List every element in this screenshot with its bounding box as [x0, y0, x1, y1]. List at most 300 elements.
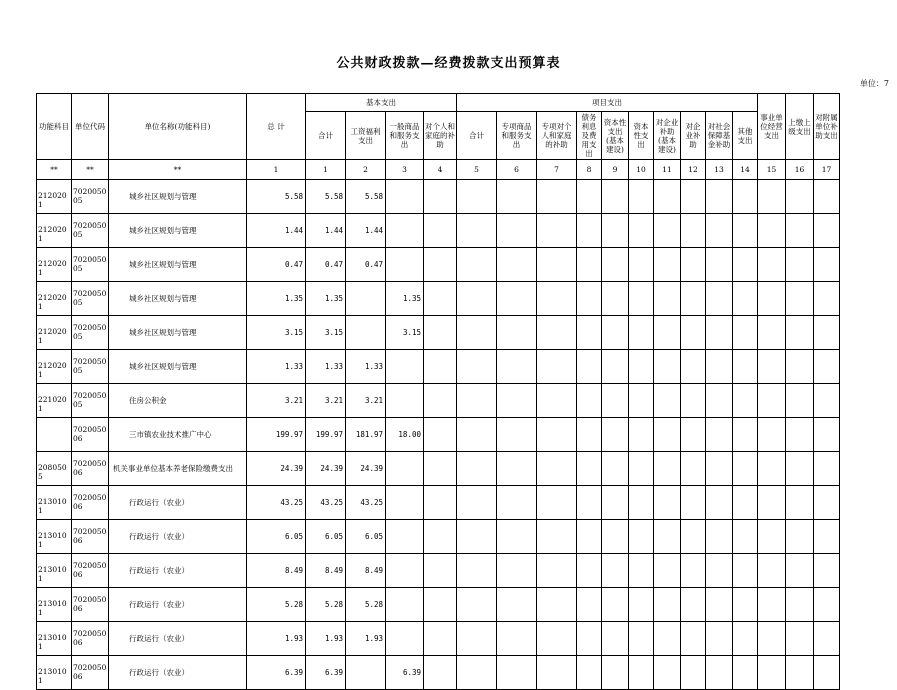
empty-cell — [814, 588, 840, 622]
personal-cell — [424, 350, 457, 384]
empty-cell — [681, 520, 706, 554]
empty-cell — [758, 622, 786, 656]
empty-cell — [733, 656, 758, 690]
empty-cell — [654, 588, 681, 622]
empty-cell — [629, 656, 654, 690]
empty-cell — [497, 350, 537, 384]
header-basic-col: 合计 — [306, 112, 346, 160]
total-cell: 3.21 — [247, 384, 306, 418]
empty-cell — [786, 588, 814, 622]
table-row — [37, 384, 840, 418]
empty-cell — [537, 248, 577, 282]
empty-cell — [629, 588, 654, 622]
table-row — [37, 282, 840, 316]
empty-cell — [814, 350, 840, 384]
header-basic-col: 一般商品和服务支出 — [386, 112, 424, 160]
empty-cell — [537, 180, 577, 214]
unit-code-cell: 702005005 — [72, 316, 109, 350]
empty-cell — [602, 316, 629, 350]
empty-cell — [814, 316, 840, 350]
func-code-cell: 2210201 — [37, 384, 72, 418]
basic-total-cell: 0.47 — [306, 248, 346, 282]
personal-cell — [424, 554, 457, 588]
empty-cell — [577, 316, 602, 350]
unit-name-cell: 城乡社区规划与管理 — [109, 214, 247, 248]
empty-cell — [537, 452, 577, 486]
unit-name-cell: 行政运行（农业） — [109, 554, 247, 588]
table-row — [37, 452, 840, 486]
empty-cell — [814, 214, 840, 248]
total-cell: 1.44 — [247, 214, 306, 248]
empty-cell — [497, 316, 537, 350]
empty-cell — [457, 418, 497, 452]
unit-code-cell: 702005006 — [72, 622, 109, 656]
table-row — [37, 622, 840, 656]
empty-cell — [814, 384, 840, 418]
empty-cell — [654, 418, 681, 452]
total-cell: 6.39 — [247, 656, 306, 690]
unit-name-cell: 城乡社区规划与管理 — [109, 248, 247, 282]
total-cell: 6.05 — [247, 520, 306, 554]
basic-total-cell: 1.35 — [306, 282, 346, 316]
index-cell: ** — [37, 160, 72, 180]
empty-cell — [577, 588, 602, 622]
unit-code-cell: 702005005 — [72, 248, 109, 282]
empty-cell — [733, 588, 758, 622]
header-project-col: 资本性支出 — [629, 112, 654, 160]
unit-code-cell: 702005006 — [72, 656, 109, 690]
basic-total-cell: 1.44 — [306, 214, 346, 248]
unit-code-cell: 702005005 — [72, 350, 109, 384]
empty-cell — [786, 316, 814, 350]
empty-cell — [733, 452, 758, 486]
func-code-cell: 2130101 — [37, 656, 72, 690]
table-row — [37, 520, 840, 554]
empty-cell — [706, 622, 733, 656]
index-cell: 1 — [306, 160, 346, 180]
empty-cell — [537, 588, 577, 622]
goods-cell — [386, 350, 424, 384]
header-project-col: 对企业补助 — [681, 112, 706, 160]
empty-cell — [577, 554, 602, 588]
empty-cell — [681, 554, 706, 588]
empty-cell — [706, 248, 733, 282]
empty-cell — [629, 418, 654, 452]
empty-cell — [654, 350, 681, 384]
index-cell: 2 — [346, 160, 386, 180]
wage-cell — [346, 316, 386, 350]
goods-cell: 18.00 — [386, 418, 424, 452]
table-row — [37, 418, 840, 452]
empty-cell — [497, 554, 537, 588]
total-cell: 3.15 — [247, 316, 306, 350]
unit-name-cell: 行政运行（农业） — [109, 520, 247, 554]
total-cell: 24.39 — [247, 452, 306, 486]
empty-cell — [681, 656, 706, 690]
page-title: 公共财政拨款—经费拨款支出预算表 — [336, 56, 561, 71]
empty-cell — [706, 520, 733, 554]
empty-cell — [537, 656, 577, 690]
index-cell: 16 — [786, 160, 814, 180]
goods-cell — [386, 248, 424, 282]
unit-code-cell: 702005006 — [72, 452, 109, 486]
index-cell: 12 — [681, 160, 706, 180]
empty-cell — [629, 180, 654, 214]
header-unit-code: 单位代码 — [72, 94, 109, 160]
empty-cell — [654, 180, 681, 214]
empty-cell — [497, 418, 537, 452]
basic-total-cell: 6.39 — [306, 656, 346, 690]
wage-cell: 181.97 — [346, 418, 386, 452]
goods-cell — [386, 486, 424, 520]
func-code-cell: 2130101 — [37, 486, 72, 520]
goods-cell — [386, 384, 424, 418]
empty-cell — [681, 452, 706, 486]
empty-cell — [706, 384, 733, 418]
empty-cell — [733, 316, 758, 350]
header-extra: 上缴上级支出 — [786, 94, 814, 160]
wage-cell: 5.58 — [346, 180, 386, 214]
basic-total-cell: 1.93 — [306, 622, 346, 656]
table-row — [37, 588, 840, 622]
empty-cell — [758, 520, 786, 554]
wage-cell — [346, 282, 386, 316]
empty-cell — [654, 316, 681, 350]
empty-cell — [577, 418, 602, 452]
total-cell: 1.33 — [247, 350, 306, 384]
empty-cell — [814, 656, 840, 690]
unit-code-cell: 702005006 — [72, 554, 109, 588]
empty-cell — [602, 180, 629, 214]
header-project-col: 专项商品和服务支出 — [497, 112, 537, 160]
personal-cell — [424, 316, 457, 350]
empty-cell — [577, 180, 602, 214]
empty-cell — [786, 282, 814, 316]
table-row — [37, 350, 840, 384]
table-row — [37, 554, 840, 588]
func-code-cell: 2120201 — [37, 248, 72, 282]
empty-cell — [786, 384, 814, 418]
personal-cell — [424, 282, 457, 316]
empty-cell — [706, 554, 733, 588]
header-project-col: 合计 — [457, 112, 497, 160]
empty-cell — [602, 588, 629, 622]
empty-cell — [706, 656, 733, 690]
empty-cell — [786, 180, 814, 214]
empty-cell — [537, 316, 577, 350]
personal-cell — [424, 418, 457, 452]
empty-cell — [577, 214, 602, 248]
wage-cell: 43.25 — [346, 486, 386, 520]
empty-cell — [733, 350, 758, 384]
empty-cell — [577, 248, 602, 282]
wage-cell — [346, 656, 386, 690]
personal-cell — [424, 622, 457, 656]
basic-total-cell: 8.49 — [306, 554, 346, 588]
empty-cell — [758, 418, 786, 452]
budget-table — [36, 93, 840, 690]
empty-cell — [814, 282, 840, 316]
wage-cell: 1.33 — [346, 350, 386, 384]
empty-cell — [629, 282, 654, 316]
index-cell: 6 — [497, 160, 537, 180]
goods-cell: 6.39 — [386, 656, 424, 690]
empty-cell — [786, 622, 814, 656]
empty-cell — [602, 622, 629, 656]
empty-cell — [786, 486, 814, 520]
header-unit-name: 单位名称(功能科目) — [109, 94, 247, 160]
empty-cell — [654, 214, 681, 248]
empty-cell — [497, 248, 537, 282]
func-code-cell: 2120201 — [37, 180, 72, 214]
unit-name-cell: 住房公积金 — [109, 384, 247, 418]
empty-cell — [629, 316, 654, 350]
header-extra: 事业单位经营支出 — [758, 94, 786, 160]
func-code-cell: 2080505 — [37, 452, 72, 486]
personal-cell — [424, 214, 457, 248]
empty-cell — [497, 180, 537, 214]
unit-name-cell: 城乡社区规划与管理 — [109, 316, 247, 350]
wage-cell: 24.39 — [346, 452, 386, 486]
table-row — [37, 214, 840, 248]
index-cell: 7 — [537, 160, 577, 180]
empty-cell — [733, 486, 758, 520]
goods-cell: 3.15 — [386, 316, 424, 350]
empty-cell — [629, 248, 654, 282]
empty-cell — [577, 520, 602, 554]
empty-cell — [758, 180, 786, 214]
empty-cell — [814, 486, 840, 520]
empty-cell — [497, 622, 537, 656]
empty-cell — [681, 384, 706, 418]
empty-cell — [629, 554, 654, 588]
empty-cell — [537, 622, 577, 656]
basic-total-cell: 3.15 — [306, 316, 346, 350]
unit-code-cell: 702005005 — [72, 282, 109, 316]
index-cell: 10 — [629, 160, 654, 180]
total-cell: 5.58 — [247, 180, 306, 214]
func-code-cell: 2130101 — [37, 622, 72, 656]
header-basic-col: 工资福利支出 — [346, 112, 386, 160]
empty-cell — [814, 180, 840, 214]
wage-cell: 1.93 — [346, 622, 386, 656]
empty-cell — [758, 350, 786, 384]
empty-cell — [681, 418, 706, 452]
index-cell: 17 — [814, 160, 840, 180]
empty-cell — [681, 214, 706, 248]
empty-cell — [814, 520, 840, 554]
func-code-cell — [37, 418, 72, 452]
empty-cell — [758, 248, 786, 282]
empty-cell — [706, 418, 733, 452]
personal-cell — [424, 384, 457, 418]
index-cell: 8 — [577, 160, 602, 180]
empty-cell — [602, 384, 629, 418]
empty-cell — [497, 588, 537, 622]
wage-cell: 0.47 — [346, 248, 386, 282]
func-code-cell: 2120201 — [37, 350, 72, 384]
empty-cell — [654, 384, 681, 418]
index-cell: ** — [109, 160, 247, 180]
header-total: 总 计 — [247, 94, 306, 160]
index-cell: 13 — [706, 160, 733, 180]
wage-cell: 8.49 — [346, 554, 386, 588]
func-code-cell: 2130101 — [37, 520, 72, 554]
unit-name-cell: 三市镇农业技术推广中心 — [109, 418, 247, 452]
empty-cell — [629, 486, 654, 520]
empty-cell — [654, 248, 681, 282]
basic-total-cell: 43.25 — [306, 486, 346, 520]
empty-cell — [602, 282, 629, 316]
empty-cell — [706, 316, 733, 350]
goods-cell — [386, 554, 424, 588]
func-code-cell: 2120201 — [37, 316, 72, 350]
unit-name-cell: 行政运行（农业） — [109, 622, 247, 656]
empty-cell — [602, 214, 629, 248]
goods-cell: 1.35 — [386, 282, 424, 316]
empty-cell — [758, 588, 786, 622]
empty-cell — [537, 486, 577, 520]
empty-cell — [654, 554, 681, 588]
empty-cell — [733, 384, 758, 418]
empty-cell — [681, 486, 706, 520]
empty-cell — [786, 350, 814, 384]
func-code-cell: 2120201 — [37, 214, 72, 248]
unit-code-cell: 702005006 — [72, 588, 109, 622]
empty-cell — [457, 180, 497, 214]
basic-total-cell: 199.97 — [306, 418, 346, 452]
empty-cell — [629, 520, 654, 554]
total-cell: 1.35 — [247, 282, 306, 316]
empty-cell — [681, 622, 706, 656]
wage-cell: 3.21 — [346, 384, 386, 418]
empty-cell — [786, 656, 814, 690]
empty-cell — [497, 486, 537, 520]
empty-cell — [758, 554, 786, 588]
index-row — [37, 160, 840, 180]
empty-cell — [602, 452, 629, 486]
unit-code-cell: 702005005 — [72, 384, 109, 418]
empty-cell — [457, 588, 497, 622]
basic-total-cell: 1.33 — [306, 350, 346, 384]
empty-cell — [497, 384, 537, 418]
empty-cell — [733, 282, 758, 316]
empty-cell — [497, 452, 537, 486]
empty-cell — [602, 418, 629, 452]
goods-cell — [386, 520, 424, 554]
empty-cell — [497, 214, 537, 248]
header-project-col: 资本性支出(基本建设) — [602, 112, 629, 160]
wage-cell: 5.28 — [346, 588, 386, 622]
empty-cell — [758, 486, 786, 520]
empty-cell — [537, 418, 577, 452]
empty-cell — [786, 214, 814, 248]
total-cell: 8.49 — [247, 554, 306, 588]
unit-label: 单位：7 — [859, 79, 889, 88]
empty-cell — [629, 622, 654, 656]
unit-name-cell: 行政运行（农业） — [109, 656, 247, 690]
empty-cell — [814, 418, 840, 452]
unit-name-cell: 机关事业单位基本养老保险缴费支出 — [109, 452, 247, 486]
header-project-group: 项目支出 — [457, 94, 758, 112]
func-code-cell: 2120201 — [37, 282, 72, 316]
empty-cell — [602, 554, 629, 588]
header-project-col: 对企业补助(基本建设) — [654, 112, 681, 160]
empty-cell — [602, 656, 629, 690]
empty-cell — [681, 588, 706, 622]
empty-cell — [629, 350, 654, 384]
index-cell: 5 — [457, 160, 497, 180]
total-cell: 43.25 — [247, 486, 306, 520]
index-cell: 1 — [247, 160, 306, 180]
empty-cell — [537, 214, 577, 248]
goods-cell — [386, 622, 424, 656]
unit-code-cell: 702005006 — [72, 520, 109, 554]
total-cell: 0.47 — [247, 248, 306, 282]
empty-cell — [497, 520, 537, 554]
total-cell: 1.93 — [247, 622, 306, 656]
empty-cell — [457, 384, 497, 418]
empty-cell — [814, 452, 840, 486]
basic-total-cell: 5.28 — [306, 588, 346, 622]
basic-total-cell: 6.05 — [306, 520, 346, 554]
empty-cell — [577, 486, 602, 520]
unit-name-cell: 城乡社区规划与管理 — [109, 282, 247, 316]
empty-cell — [758, 384, 786, 418]
empty-cell — [733, 214, 758, 248]
empty-cell — [577, 656, 602, 690]
empty-cell — [457, 282, 497, 316]
unit-code-cell: 702005005 — [72, 214, 109, 248]
goods-cell — [386, 180, 424, 214]
empty-cell — [733, 248, 758, 282]
empty-cell — [654, 656, 681, 690]
empty-cell — [457, 350, 497, 384]
empty-cell — [457, 452, 497, 486]
empty-cell — [577, 384, 602, 418]
index-cell: 9 — [602, 160, 629, 180]
goods-cell — [386, 588, 424, 622]
table-row — [37, 656, 840, 690]
empty-cell — [629, 384, 654, 418]
unit-name-cell: 城乡社区规划与管理 — [109, 350, 247, 384]
empty-cell — [786, 418, 814, 452]
empty-cell — [733, 554, 758, 588]
header-project-col: 专项对个人和家庭的补助 — [537, 112, 577, 160]
empty-cell — [758, 316, 786, 350]
header-extra: 对附属单位补助支出 — [814, 94, 840, 160]
table-row — [37, 248, 840, 282]
empty-cell — [457, 656, 497, 690]
empty-cell — [758, 282, 786, 316]
empty-cell — [786, 554, 814, 588]
empty-cell — [537, 554, 577, 588]
empty-cell — [602, 248, 629, 282]
goods-cell — [386, 452, 424, 486]
basic-total-cell: 5.58 — [306, 180, 346, 214]
index-cell: 15 — [758, 160, 786, 180]
total-cell: 199.97 — [247, 418, 306, 452]
empty-cell — [814, 622, 840, 656]
empty-cell — [577, 622, 602, 656]
table-row — [37, 180, 840, 214]
index-cell: 14 — [733, 160, 758, 180]
empty-cell — [681, 180, 706, 214]
empty-cell — [786, 248, 814, 282]
unit-name-cell: 城乡社区规划与管理 — [109, 180, 247, 214]
empty-cell — [733, 180, 758, 214]
index-cell: 11 — [654, 160, 681, 180]
